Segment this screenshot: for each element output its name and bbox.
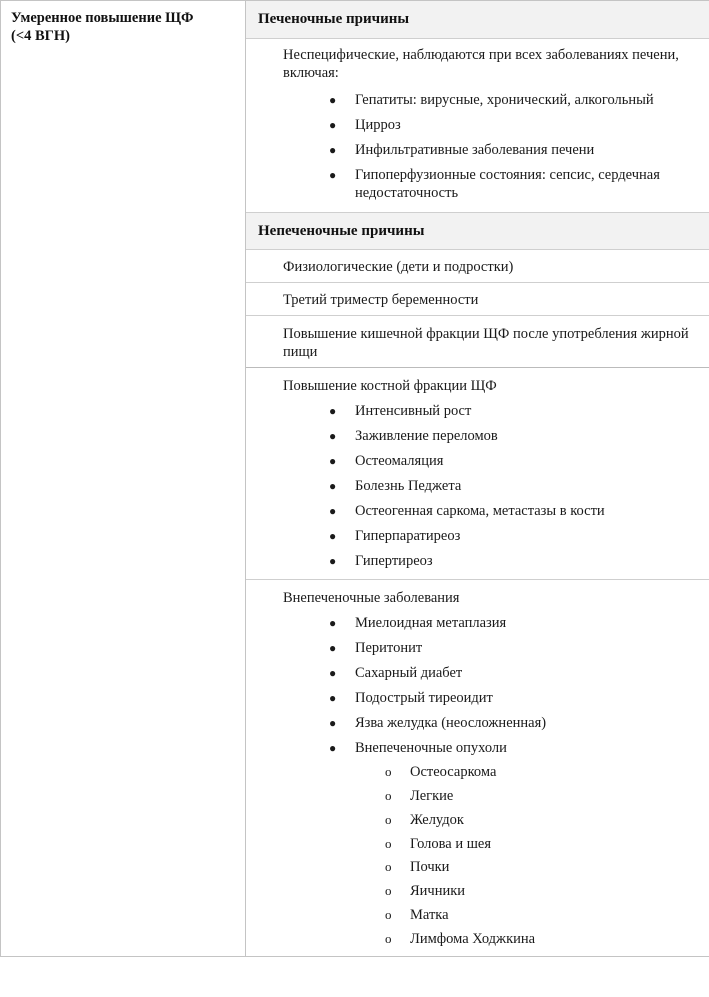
hepatic-intro-line1: Неспецифические, наблюдаются при всех заболеваниях печени, bbox=[283, 47, 679, 63]
circle-bullet-icon: o bbox=[385, 812, 392, 827]
circle-bullet-icon: o bbox=[385, 788, 392, 803]
bullet-icon: ● bbox=[329, 741, 337, 755]
circle-bullet-icon: o bbox=[385, 836, 392, 851]
bullet-icon: ● bbox=[329, 504, 337, 518]
nonhepatic-header-text: Непеченочные причины bbox=[258, 223, 425, 239]
circle-bullet-icon: o bbox=[385, 883, 392, 898]
circle-bullet-icon: o bbox=[385, 859, 392, 874]
bullet-icon: ● bbox=[329, 554, 337, 568]
causes-column bbox=[246, 1, 709, 956]
bone-title: Повышение костной фракции ЩФ bbox=[283, 378, 497, 394]
nonhepatic-header bbox=[246, 213, 709, 250]
bullet-icon: ● bbox=[329, 404, 337, 418]
circle-bullet-icon: o bbox=[385, 931, 392, 946]
bullet-icon: ● bbox=[329, 454, 337, 468]
bullet-icon: ● bbox=[329, 93, 337, 107]
hepatic-content: Неспецифические, наблюдаются при всех заболеваниях печени, включая: ● Гепатиты: вирусные, хронический, алкогольный ● Цирроз ● Инфильтративные заболевания печени ● Гипоперфузионные состояния: сепсис, сердечная недостаточность bbox=[246, 39, 709, 213]
condition-cell bbox=[1, 1, 246, 956]
bone-fraction-row: Повышение костной фракции ЩФ ● Интенсивный рост ● Заживление переломов ● Остеомаляция ● Болезнь Педжета ● Остеогенная саркома, метастазы в кости ● Гиперпаратиреоз ● Гипертиреоз bbox=[246, 368, 709, 580]
bullet-icon: ● bbox=[329, 641, 337, 655]
bullet-icon: ● bbox=[329, 666, 337, 680]
circle-bullet-icon: o bbox=[385, 907, 392, 922]
condition-threshold: (<4 ВГН) bbox=[11, 28, 70, 44]
bullet-icon: ● bbox=[329, 429, 337, 443]
bullet-icon: ● bbox=[329, 168, 337, 182]
bullet-icon: ● bbox=[329, 479, 337, 493]
extrahepatic-title: Внепеченочные заболевания bbox=[283, 590, 460, 606]
bullet-icon: ● bbox=[329, 616, 337, 630]
circle-bullet-icon: o bbox=[385, 764, 392, 779]
hepatic-intro-line2: включая: bbox=[283, 65, 339, 81]
condition-title: Умеренное повышение ЩФ bbox=[11, 10, 194, 26]
bullet-icon: ● bbox=[329, 691, 337, 705]
hepatic-header-text: Печеночные причины bbox=[258, 11, 410, 27]
extrahepatic-row: Внепеченочные заболевания ● Миелоидная метаплазия ● Перитонит ● Сахарный диабет ● Подострый тиреоидит ● Язва желудка (неосложненная) ● Внепеченочные опухоли o Остеосаркома o Легкие o Желудок o Голова и шея o Почки o Яичники o Матка o Лимфома Ходжкина bbox=[283, 590, 547, 947]
bullet-icon: ● bbox=[329, 143, 337, 157]
intestinal-row: Повышение кишечной фракции ЩФ после употребления жирной пищи bbox=[246, 316, 709, 368]
hepatic-header bbox=[246, 1, 709, 39]
bullet-icon: ● bbox=[329, 716, 337, 730]
physiological-row: Физиологические (дети и подростки) bbox=[246, 250, 709, 283]
bullet-icon: ● bbox=[329, 118, 337, 132]
bullet-icon: ● bbox=[329, 529, 337, 543]
pregnancy-row: Третий триместр беременности bbox=[246, 283, 709, 316]
